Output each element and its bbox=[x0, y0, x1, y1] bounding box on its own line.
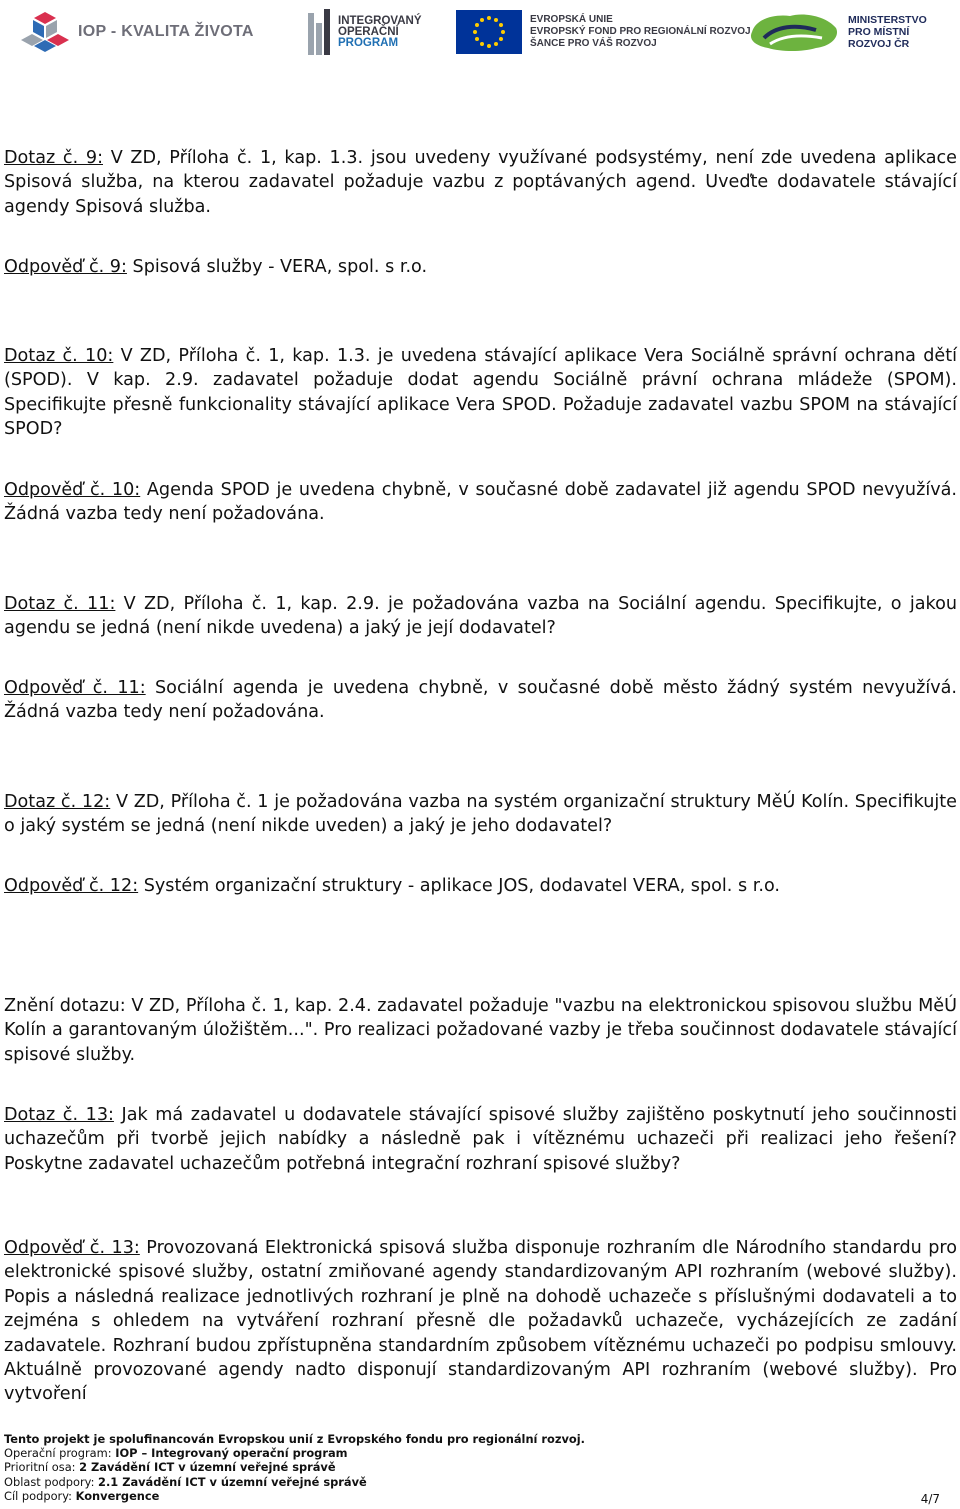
answer-12 bbox=[4, 874, 957, 898]
eu-line-2: EVROPSKÝ FOND PRO REGIONÁLNÍ ROZVOJ bbox=[530, 26, 751, 37]
answer-10-label: Odpověď č. 10: bbox=[4, 480, 141, 500]
question-9 bbox=[4, 146, 957, 219]
eu-line-3: ŠANCE PRO VÁŠ ROZVOJ bbox=[530, 38, 657, 49]
footer-priority-axis-value: 2 Zavádění ICT v územní veřejné správě bbox=[79, 1460, 336, 1475]
footer-support-goal-label: Cíl podpory: bbox=[4, 1488, 76, 1503]
query-wording bbox=[4, 994, 957, 1067]
question-9-text: V ZD, Příloha č. 1, kap. 1.3. jsou uvedeny využívané podsystémy, není zde uvedena aplikace Spisová služba, na kterou zadavatel požaduje vazbu z poptávaných agend. Uveďte dodavatele stávající agendy Spisová služba. bbox=[4, 148, 957, 217]
answer-11-label: Odpověď č. 11: bbox=[4, 678, 146, 698]
iop-logo-text: IOP - KVALITA ŽIVOTA bbox=[78, 23, 254, 40]
answer-13-text: Provozovaná Elektronická spisová služba disponuje rozhraním dle Národního standardu pro elektronické spisové služby, ostatní zmiňované agendy standardizovaným API rozhraním (webové služby). Popis a následná realizace jednotlivých rozhraní je plně na dohodě uchazeče s příslušnými dodavateli a to zejména s ohledem na vytváření rozhraní přesně dle požadavků uchazeče, vycházejících ze zadání zadavatele. Rozhraní budou zpřístupněna standardním způsobem vítěznému uchazeči po podpisu smlouvy. Aktuálně provozované agendy nadto disponují standardizovaným API rozhraním (webové služby). Pro vytvoření bbox=[4, 1238, 957, 1405]
page-footer bbox=[4, 1432, 957, 1503]
eu-logo bbox=[456, 8, 751, 56]
answer-13-label: Odpověď č. 13: bbox=[4, 1238, 140, 1258]
header-logo-strip bbox=[0, 0, 960, 62]
question-11 bbox=[4, 592, 957, 641]
mmr-line-1: MINISTERSTVO bbox=[848, 14, 927, 26]
page-number: 4/7 bbox=[920, 1492, 940, 1506]
question-11-text: V ZD, Příloha č. 1, kap. 2.9. je požadována vazba na Sociální agendu. Specifikujte, o jakou agendu se jedná (není nikde uvedena) a jaký je její dodavatel? bbox=[4, 594, 957, 639]
footer-cofinancing-note: Tento projekt je spolufinancován Evropskou unií z Evropského fondu pro regionální rozvoj. bbox=[4, 1432, 585, 1446]
question-13 bbox=[4, 1103, 957, 1176]
footer-support-area-label: Oblast podpory: bbox=[4, 1474, 99, 1489]
footer-priority-axis bbox=[4, 1460, 957, 1474]
answer-11-text: Sociální agenda je uvedena chybně, v současné době město žádný systém nevyužívá. Žádná vazba tedy není požadována. bbox=[4, 678, 957, 723]
question-10 bbox=[4, 344, 957, 442]
question-13-text: Jak má zadavatel u dodavatele stávající spisové služby zajištěno poskytnutí jeho součinnosti uchazečům při tvorbě jejich nabídky a následně pak i vítěznému uchazeči při realizaci jeho řešení? Poskytne zadavatel uchazečům potřebná integrační rozhraní spisové služby? bbox=[4, 1105, 957, 1174]
answer-13 bbox=[4, 1236, 957, 1407]
footer-support-area bbox=[4, 1475, 957, 1489]
mmr-line-3: ROZVOJ ČR bbox=[848, 38, 910, 50]
answer-9 bbox=[4, 255, 957, 279]
question-9-label: Dotaz č. 9: bbox=[4, 148, 103, 168]
program-logo bbox=[308, 8, 422, 56]
footer-support-goal bbox=[4, 1489, 957, 1503]
program-line-2: OPERAČNÍ bbox=[338, 25, 399, 38]
eu-line-1: EVROPSKÁ UNIE bbox=[530, 14, 613, 25]
program-bars-icon bbox=[308, 9, 330, 55]
footer-program bbox=[4, 1446, 957, 1460]
program-line-3: PROGRAM bbox=[338, 36, 399, 49]
footer-program-label: Operační program: bbox=[4, 1446, 116, 1461]
question-13-label: Dotaz č. 13: bbox=[4, 1105, 114, 1125]
footer-support-area-value: 2.1 Zavádění ICT v územní veřejné správě bbox=[98, 1474, 367, 1489]
mmr-logo-text bbox=[848, 14, 927, 50]
program-line-1: INTEGROVANÝ bbox=[338, 14, 422, 27]
question-12-label: Dotaz č. 12: bbox=[4, 792, 111, 812]
mmr-logo bbox=[746, 8, 927, 56]
answer-10 bbox=[4, 478, 957, 527]
footer-support-goal-value: Konvergence bbox=[75, 1488, 160, 1503]
question-12-text: V ZD, Příloha č. 1 je požadována vazba na systém organizační struktury MěÚ Kolín. Specifikujte o jaký systém se jedná (není nikde uveden) a jaký je jeho dodavatel? bbox=[4, 792, 957, 837]
question-10-label: Dotaz č. 10: bbox=[4, 346, 114, 366]
answer-9-text: Spisová služby - VERA, spol. s r.o. bbox=[126, 257, 428, 277]
answer-10-text: Agenda SPOD je uvedena chybně, v současné době zadavatel již agendu SPOD nevyužívá. Žádná vazba tedy není požadována. bbox=[4, 480, 957, 525]
iop-hexagon-icon bbox=[20, 10, 70, 54]
question-12 bbox=[4, 790, 957, 839]
answer-9-label: Odpověď č. 9: bbox=[4, 257, 127, 277]
iop-logo bbox=[20, 8, 254, 56]
eu-flag-icon bbox=[456, 10, 522, 54]
answer-11 bbox=[4, 676, 957, 725]
footer-program-value: IOP – Integrovaný operační program bbox=[115, 1446, 348, 1461]
question-11-label: Dotaz č. 11: bbox=[4, 594, 116, 614]
answer-12-label: Odpověď č. 12: bbox=[4, 876, 139, 896]
mmr-line-2: PRO MÍSTNÍ bbox=[848, 26, 910, 38]
answer-12-text: Systém organizační struktury - aplikace JOS, dodavatel VERA, spol. s r.o. bbox=[138, 876, 780, 896]
question-10-text: V ZD, Příloha č. 1, kap. 1.3. je uvedena stávající aplikace Vera Sociálně správní ochrana dětí (SPOD). V kap. 2.9. zadavatel požaduje dodat agendu Sociálně právní ochrana mládeže (SPOM). Specifikujte přesně funkcionality stávající aplikace Vera SPOD. Požaduje zadavatel vazbu SPOM na stávající SPOD? bbox=[4, 346, 957, 440]
query-wording-text: Znění dotazu: V ZD, Příloha č. 1, kap. 2.4. zadavatel požaduje "vazbu na elektronickou spisovou službu MěÚ Kolín a garantovaným úložištěm...". Pro realizaci požadované vazby je třeba součinnost dodavatele stávající spisové služby. bbox=[4, 996, 957, 1065]
program-logo-text bbox=[338, 16, 422, 49]
footer-priority-axis-label: Prioritní osa: bbox=[4, 1460, 80, 1475]
eu-logo-text bbox=[530, 14, 751, 50]
mmr-map-icon bbox=[746, 8, 842, 56]
